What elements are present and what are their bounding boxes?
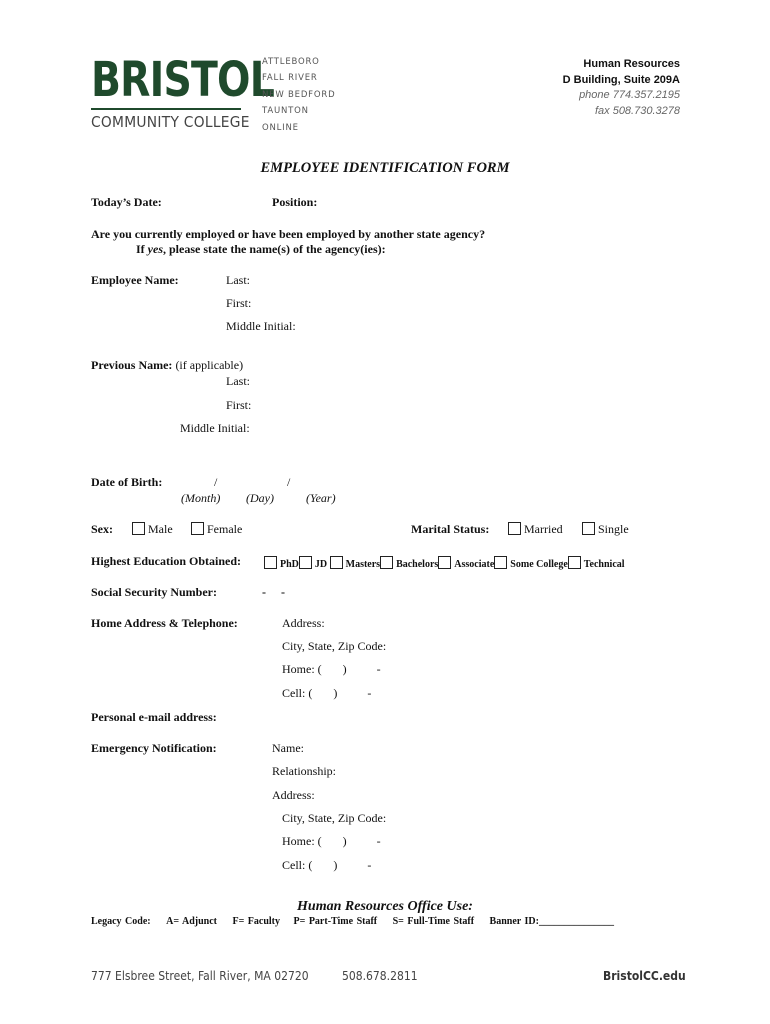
office-contact: [563, 57, 680, 119]
cell-phone-label: Cell: ( ) -: [282, 686, 372, 700]
logo-divider: [91, 108, 241, 110]
prev-last-name-label: Last:: [226, 374, 250, 388]
emergency-home-phone-label: Home: ( ) -: [282, 834, 381, 848]
emergency-cell-phone-label: Cell: ( ) -: [282, 858, 372, 872]
male-option[interactable]: Male: [132, 522, 173, 537]
banner-id-label: Banner ID:_______________: [489, 916, 614, 927]
address-label: Address:: [282, 616, 325, 630]
edu-some-college[interactable]: Some College: [494, 559, 568, 570]
city-state-zip-label: City, State, Zip Code:: [282, 639, 387, 653]
code-part-time: P= Part-Time Staff: [293, 916, 378, 927]
marital-status-label: Marital Status:: [411, 522, 490, 536]
office-location: D Building, Suite 209A: [562, 73, 680, 86]
code-faculty: F= Faculty: [232, 916, 281, 927]
footer-phone: 508.678.2811: [342, 969, 418, 983]
edu-jd[interactable]: JD: [299, 559, 327, 570]
last-name-label: Last:: [226, 273, 250, 287]
education-options: [264, 556, 625, 570]
emergency-address-label: Address:: [272, 788, 315, 802]
previous-name-label: Previous Name:: [91, 358, 173, 372]
personal-email-label: Personal e-mail address:: [91, 710, 217, 724]
office-use-codes: [91, 916, 614, 927]
edu-bachelors[interactable]: Bachelors: [380, 559, 438, 570]
code-adjunct: A= Adjunct: [166, 916, 217, 927]
footer-website[interactable]: BristolCC.edu: [603, 969, 686, 983]
campus-item: NEW BEDFORD: [262, 89, 336, 100]
office-phone: phone 774.357.2195: [579, 89, 680, 101]
education-label: Highest Education Obtained:: [91, 554, 242, 568]
dob-slash-2: /: [287, 475, 291, 489]
married-option[interactable]: Married: [508, 522, 563, 537]
relationship-label: Relationship:: [272, 764, 336, 778]
home-phone-label: Home: ( ) -: [282, 662, 381, 676]
female-option[interactable]: Female: [191, 522, 242, 537]
logo-wordmark: BRISTOL: [91, 52, 274, 108]
dob-slash-1: /: [214, 475, 218, 489]
emergency-city-state-zip-label: City, State, Zip Code:: [282, 811, 387, 825]
agency-followup: If yes, please state the name(s) of the agency(ies):: [136, 242, 386, 256]
male-checkbox[interactable]: [132, 522, 145, 535]
first-name-label: First:: [226, 296, 252, 310]
previous-name-row: [91, 358, 243, 373]
office-name: Human Resources: [583, 58, 680, 70]
ssn-label: Social Security Number:: [91, 585, 217, 599]
form-title: EMPLOYEE IDENTIFICATION FORM: [260, 160, 510, 176]
dob-year-hint: (Year): [306, 491, 336, 505]
campus-list: [262, 54, 335, 136]
campus-item: ATTLEBORO: [262, 57, 320, 67]
middle-initial-label: Middle Initial:: [226, 319, 296, 333]
dob-month-hint: (Month): [181, 491, 221, 505]
prev-first-name-label: First:: [226, 398, 252, 412]
edu-associate[interactable]: Associate: [438, 559, 494, 570]
single-checkbox[interactable]: [582, 522, 595, 535]
code-full-time: S= Full-Time Staff: [392, 916, 475, 927]
campus-item: TAUNTON: [262, 106, 309, 117]
female-checkbox[interactable]: [191, 522, 204, 535]
dob-day-hint: (Day): [246, 491, 274, 505]
edu-technical[interactable]: Technical: [568, 559, 625, 570]
home-address-label: Home Address & Telephone:: [91, 616, 238, 630]
campus-item: FALL RIVER: [262, 73, 318, 84]
dob-label: Date of Birth:: [91, 475, 163, 489]
single-option[interactable]: Single: [582, 522, 629, 537]
office-fax: fax 508.730.3278: [594, 104, 680, 117]
agency-question: Are you currently employed or have been employed by another state agency?: [91, 227, 486, 241]
todays-date-label: Today’s Date:: [91, 195, 162, 209]
edu-masters[interactable]: Masters: [330, 559, 380, 570]
emergency-name-label: Name:: [272, 741, 304, 755]
edu-phd[interactable]: PhD: [264, 559, 299, 570]
position-label: Position:: [272, 195, 318, 209]
logo-subtitle: COMMUNITY COLLEGE: [91, 113, 250, 131]
married-checkbox[interactable]: [508, 522, 521, 535]
ssn-dashes: - -: [262, 585, 285, 599]
office-use-title: Human Resources Office Use:: [297, 899, 473, 914]
campus-item: ONLINE: [262, 122, 299, 133]
emergency-label: Emergency Notification:: [91, 741, 217, 755]
employee-name-label: Employee Name:: [91, 273, 179, 287]
footer-address: 777 Elsbree Street, Fall River, MA 02720: [91, 969, 309, 983]
if-applicable-note: (if applicable): [175, 358, 244, 372]
sex-label: Sex:: [91, 522, 113, 536]
prev-middle-initial-label: Middle Initial:: [180, 421, 250, 435]
legacy-code-label: Legacy Code:: [91, 916, 151, 927]
